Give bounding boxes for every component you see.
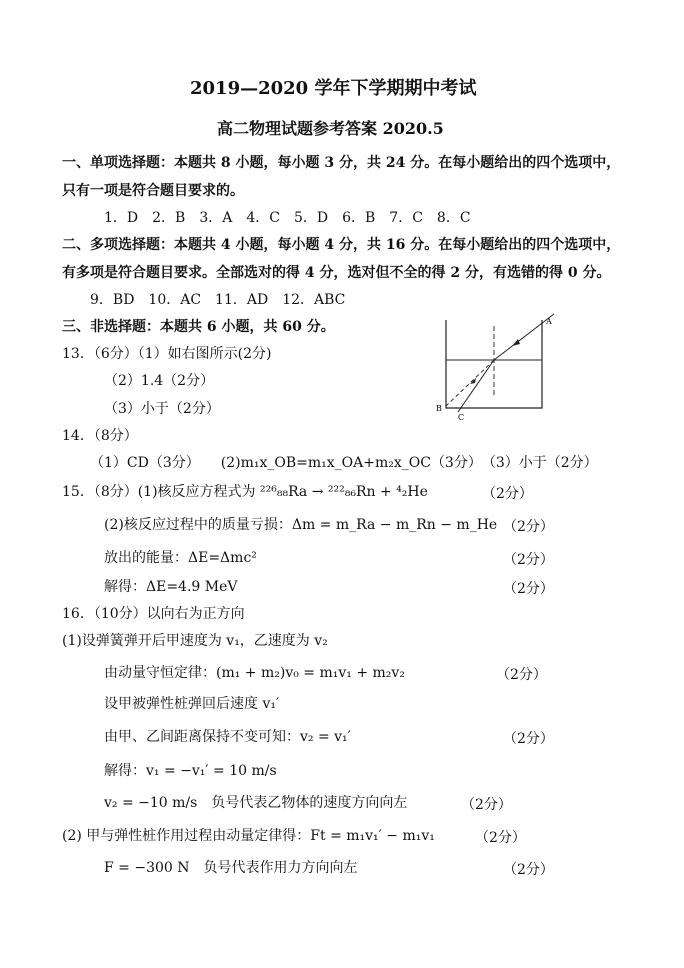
q16-line1: 16．（10分）以向右为正方向	[62, 606, 245, 622]
section1-answers: 1．D 2．B 3．A 4．C 5．D 6．B 7．C 8．C	[104, 210, 471, 226]
q13-line2: （2）1.4（2分）	[104, 373, 215, 389]
section2-heading-cont: 有多项是符合题目要求。全部选对的得 4 分，选对但不全的得 2 分，有选错的得 0 分。	[62, 265, 611, 281]
q16-line9: F = −300 N 负号代表作用力方向向左	[104, 860, 358, 876]
section2-heading: 二、多项选择题：本题共 4 小题，每小题 4 分，共 16 分。在每小题给出的四个选项中，	[62, 237, 621, 253]
q16-line2: (1)设弹簧弹开后甲速度为 v₁，乙速度为 v₂	[62, 633, 328, 649]
q16-line9-score: （2分）	[503, 862, 554, 878]
q15-line4: 解得：ΔE=4.9 MeV	[104, 579, 238, 595]
section3-heading: 三、非选择题：本题共 6 小题，共 60 分。	[62, 319, 335, 335]
q15-line1-score: （2分）	[482, 486, 533, 502]
q14-line1: 14．（8分）	[62, 428, 138, 444]
q15-line2: (2)核反应过程中的质量亏损：Δm = m_Ra − m_Rn − m_He	[104, 517, 498, 533]
q16-line8: (2) 甲与弹性桩作用过程由动量定律得：Ft = m₁v₁′ − m₁v₁	[62, 828, 435, 844]
q16-line8-score: （2分）	[475, 830, 526, 846]
section1-heading: 一、单项选择题：本题共 8 小题，每小题 3 分，共 24 分。在每小题给出的四个选项中，	[62, 155, 621, 171]
section2-answers: 9．BD 10．AC 11．AD 12．ABC	[90, 292, 346, 308]
q15-line2-score: （2分）	[503, 519, 554, 535]
q16-line6: 解得：v₁ = −v₁′ = 10 m/s	[104, 763, 277, 779]
q16-line3-score: （2分）	[496, 667, 547, 683]
q16-line5: 由甲、乙间距离保持不变可知：v₂ = v₁′	[104, 729, 351, 745]
label-a: A	[546, 317, 552, 326]
q15-line3: 放出的能量：ΔE=Δmc²	[104, 550, 257, 566]
q16-line3: 由动量守恒定律：(m₁ + m₂)v₀ = m₁v₁ + m₂v₂	[104, 665, 405, 681]
label-b: B	[436, 404, 442, 413]
refraction-diagram	[432, 312, 562, 424]
page-title: 2019—2020 学年下学期期中考试	[190, 78, 477, 99]
label-c: C	[458, 413, 465, 422]
q13-line1: 13．（6分）（1）如右图所示(2分)	[62, 346, 272, 362]
q14-line2: （1）CD（3分） (2)m₁x_OB=m₁x_OA+m₂x_OC（3分） （3）小于（2分）	[90, 455, 598, 471]
section1-heading-cont: 只有一项是符合题目要求的。	[62, 183, 244, 199]
q15-line1: 15．（8分）(1)核反应方程式为 ²²⁶₈₈Ra → ²²²₈₆Rn + ⁴₂He	[62, 484, 428, 500]
q16-line5-score: （2分）	[503, 731, 554, 747]
q15-line4-score: （2分）	[503, 581, 554, 597]
q16-line7-score: （2分）	[461, 797, 512, 813]
q16-line7: v₂ = −10 m/s 负号代表乙物体的速度方向向左	[104, 795, 408, 811]
q16-line4: 设甲被弹性桩弹回后速度 v₁′	[104, 696, 280, 712]
page-subtitle: 高二物理试题参考答案 2020.5	[217, 119, 444, 138]
q15-line3-score: （2分）	[503, 552, 554, 568]
q13-line3: （3）小于（2分）	[104, 401, 220, 417]
